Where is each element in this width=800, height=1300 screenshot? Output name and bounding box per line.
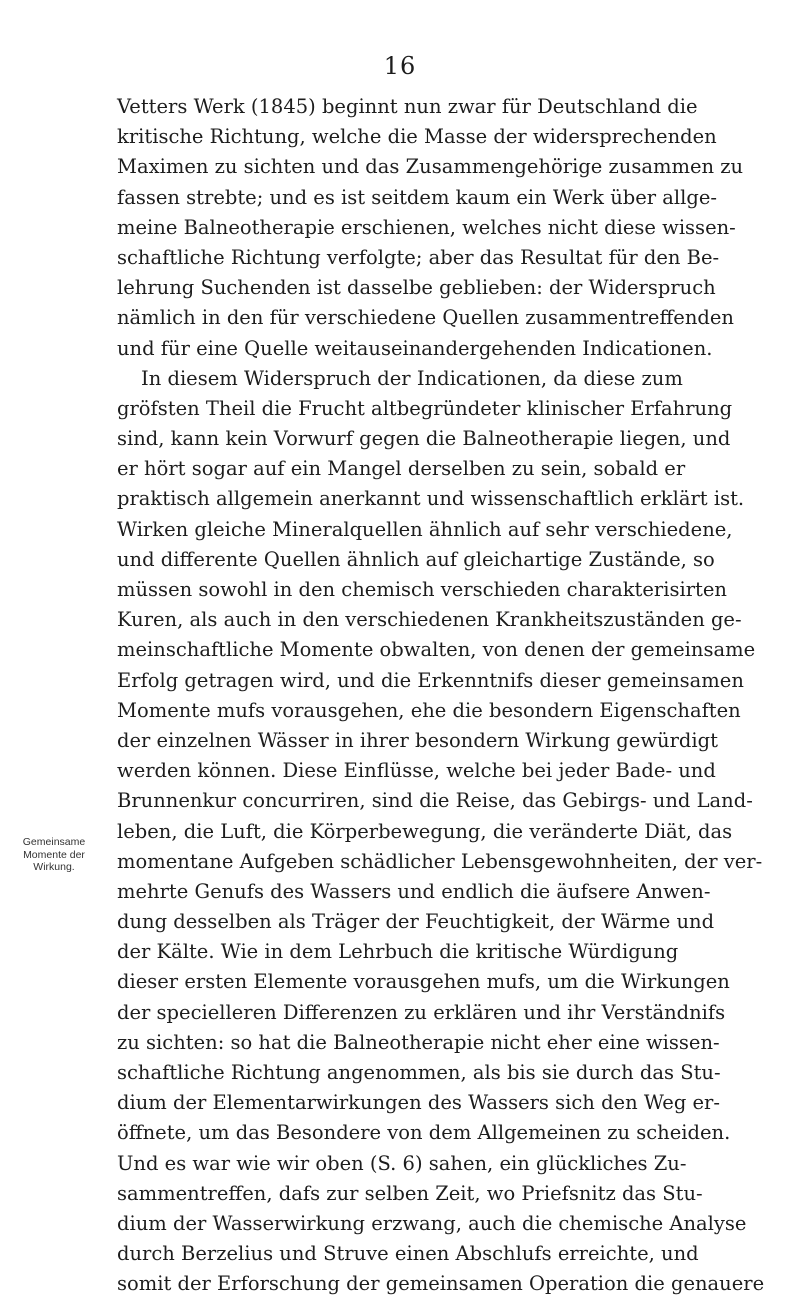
text-line: werden können. Diese Einflüsse, welche bei jeder Bade- und — [117, 759, 716, 783]
text-line: gröfsten Theil die Frucht altbegründeter klinischer Erfahrung — [117, 396, 733, 420]
text-line: durch Berzelius und Struve einen Abschlufs erreichte, und — [117, 1242, 699, 1266]
text-line: öffnete, um das Besondere von dem Allgemeinen zu scheiden. — [117, 1121, 731, 1145]
body-text — [117, 92, 765, 1300]
margin-note-line: Wirkung. — [33, 861, 75, 873]
text-line: Momente mufs vorausgehen, ehe die besondern Eigenschaften — [117, 698, 741, 722]
margin-note — [4, 836, 104, 874]
text-line: In diesem Widerspruch der Indicationen, da diese zum — [141, 366, 683, 390]
text-line: und differente Quellen ähnlich auf gleichartige Zustände, so — [117, 547, 715, 571]
text-line: er hört sogar auf ein Mangel derselben zu sein, sobald er — [117, 457, 686, 481]
text-line: der specielleren Differenzen zu erklären und ihr Verständnifs — [117, 1000, 726, 1024]
text-line: leben, die Luft, die Körperbewegung, die veränderte Diät, das — [117, 819, 733, 843]
text-line: Erfolg getragen wird, und die Erkenntnifs dieser gemeinsamen — [117, 668, 744, 692]
text-line: sammentreffen, dafs zur selben Zeit, wo Priefsnitz das Stu- — [117, 1181, 703, 1205]
text-line: dieser ersten Elemente vorausgehen mufs, um die Wirkungen — [117, 970, 730, 994]
text-line: meine Balneotherapie erschienen, welches nicht diese wissen- — [117, 215, 736, 239]
text-line: dium der Elementarwirkungen des Wassers sich den Weg er- — [117, 1091, 720, 1115]
text-line: schaftliche Richtung verfolgte; aber das Resultat für den Be- — [117, 245, 720, 269]
text-line: Wirken gleiche Mineralquellen ähnlich auf sehr verschiedene, — [117, 517, 733, 541]
text-line: Maximen zu sichten und das Zusammengehörige zusammen zu — [117, 155, 744, 179]
text-line: sind, kann kein Vorwurf gegen die Balneotherapie liegen, und — [117, 427, 731, 451]
text-line: praktisch allgemein anerkannt und wissenschaftlich erklärt ist. — [117, 487, 745, 511]
margin-note-line: Gemeinsame — [22, 836, 86, 848]
text-line: Vetters Werk (1845) beginnt nun zwar für Deutschland die — [117, 95, 698, 118]
text-line: momentane Aufgeben schädlicher Lebensgewohnheiten, der ver- — [117, 849, 763, 873]
text-line: Brunnenkur concurriren, sind die Reise, das Gebirgs- und Land- — [117, 789, 753, 813]
text-line: der einzelnen Wässer in ihrer besondern Wirkung gewürdigt — [117, 728, 718, 752]
text-line: somit der Erforschung der gemeinsamen Operation die genauere — [117, 1272, 765, 1296]
margin-note-line: Momente der — [23, 848, 85, 861]
text-line: Kuren, als auch in den verschiedenen Krankheitszuständen ge- — [117, 608, 742, 632]
page-number: 16 — [383, 52, 417, 80]
text-line: lehrung Suchenden ist dasselbe geblieben: der Widerspruch — [117, 276, 716, 300]
text-line: Und es war wie wir oben (S. 6) sahen, ein glückliches Zu- — [117, 1151, 687, 1175]
text-line: müssen sowohl in den chemisch verschieden charakterisirten — [117, 578, 727, 601]
text-line: fassen strebte; und es ist seitdem kaum ein Werk über allge- — [117, 185, 718, 209]
text-line: der Kälte. Wie in dem Lehrbuch die kritische Würdigung — [117, 940, 679, 964]
text-line: zu sichten: so hat die Balneotherapie nicht eher eine wissen- — [117, 1030, 720, 1054]
text-line: dium der Wasserwirkung erzwang, auch die chemische Analyse — [117, 1211, 747, 1235]
text-line: dung desselben als Träger der Feuchtigkeit, der Wärme und — [117, 910, 715, 934]
text-line: schaftliche Richtung angenommen, als bis sie durch das Stu- — [117, 1061, 721, 1084]
text-line: nämlich in den für verschiedene Quellen zusammentreffenden — [117, 306, 734, 330]
text-line: und für eine Quelle weitauseinandergehenden Indicationen. — [117, 336, 713, 360]
text-line: kritische Richtung, welche die Masse der widersprechenden — [117, 125, 717, 149]
text-line: meinschaftliche Momente obwalten, von denen der gemeinsame — [117, 638, 756, 662]
text-line: mehrte Genufs des Wassers und endlich die äufsere Anwen- — [117, 879, 711, 903]
